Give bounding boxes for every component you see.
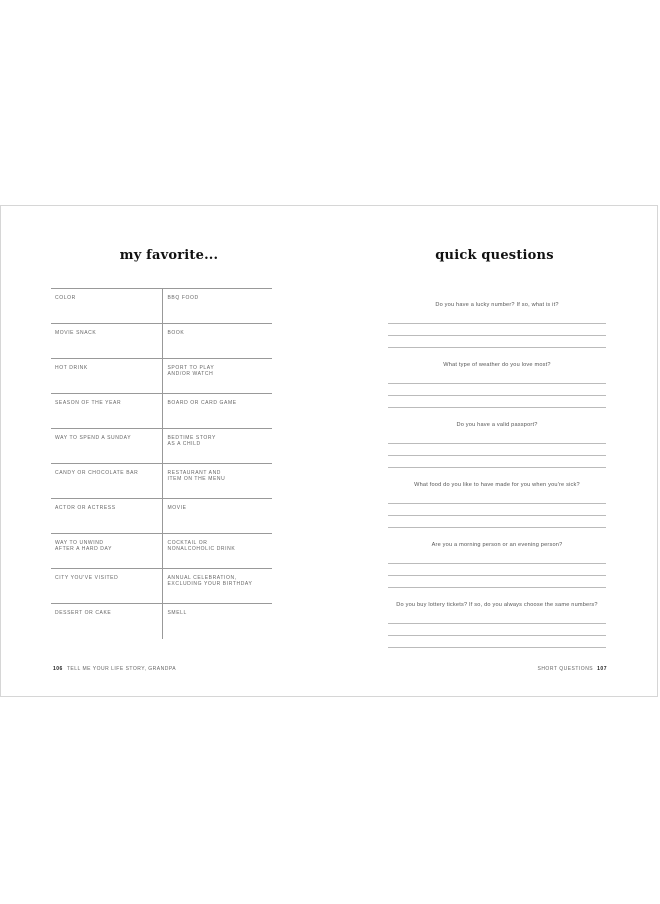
question-text: Do you buy lottery tickets? If so, do you always choose the same numbers?: [396, 602, 598, 608]
table-row: [51, 289, 272, 324]
favorite-label: ANNUAL CELEBRATION, EXCLUDING YOUR BIRTHDAY: [162, 569, 273, 603]
right-page: [330, 206, 659, 696]
page-number: 106: [53, 666, 63, 672]
section-title: SHORT QUESTIONS: [537, 666, 594, 672]
answer-line[interactable]: [388, 323, 606, 324]
favorite-label: SPORT TO PLAY AND/OR WATCH: [162, 359, 273, 393]
favorite-label: WAY TO UNWIND AFTER A HARD DAY: [55, 540, 113, 552]
favorite-label: BOOK: [162, 324, 273, 358]
page-footer-right: [537, 666, 607, 672]
answer-line[interactable]: [388, 467, 606, 468]
table-row: [51, 499, 272, 534]
answer-line[interactable]: [388, 527, 606, 528]
question-text: Are you a morning person or an evening person?: [431, 542, 563, 548]
favorite-label: BBQ FOOD: [162, 289, 273, 323]
answer-line[interactable]: [388, 623, 606, 624]
table-row: [51, 604, 272, 639]
table-row: [51, 359, 272, 394]
book-spread: [0, 205, 658, 697]
favorite-label: SEASON OF THE YEAR: [55, 400, 122, 406]
table-row: [51, 324, 272, 359]
table-row: [51, 429, 272, 464]
favorite-label: MOVIE SNACK: [55, 330, 97, 336]
favorite-label: WAY TO SPEND A SUNDAY: [55, 435, 132, 441]
left-page: [1, 206, 330, 696]
favorite-label: RESTAURANT AND ITEM ON THE MENU: [162, 464, 273, 498]
question-block: [388, 302, 606, 348]
question-text: Do you have a lucky number? If so, what is it?: [435, 302, 559, 308]
favorite-label: DESSERT OR CAKE: [55, 610, 112, 616]
book-title: TELL ME YOUR LIFE STORY, GRANDPA: [66, 666, 177, 672]
answer-line[interactable]: [388, 563, 606, 564]
page-title-questions: quick questions: [435, 248, 554, 263]
table-row: [51, 569, 272, 604]
favorite-label: HOT DRINK: [55, 365, 88, 371]
favorite-label: BEDTIME STORY AS A CHILD: [162, 429, 273, 463]
favorite-label: BOARD OR CARD GAME: [162, 394, 273, 428]
answer-line[interactable]: [388, 575, 606, 576]
favorite-label: CITY YOU'VE VISITED: [55, 575, 119, 581]
question-block: [388, 482, 606, 528]
answer-line[interactable]: [388, 443, 606, 444]
question-text: What food do you like to have made for you when you're sick?: [414, 482, 580, 488]
question-block: [388, 422, 606, 468]
table-row: [51, 534, 272, 569]
answer-line[interactable]: [388, 455, 606, 456]
answer-line[interactable]: [388, 383, 606, 384]
answer-line[interactable]: [388, 647, 606, 648]
favorite-label: COCKTAIL OR NONALCOHOLIC DRINK: [162, 534, 273, 568]
favorite-label: COLOR: [55, 295, 76, 301]
question-text: What type of weather do you love most?: [443, 362, 551, 368]
question-block: [388, 362, 606, 408]
page-title-favorites: my favorite...: [119, 248, 219, 263]
page-footer-left: [53, 666, 176, 672]
favorites-grid: [51, 288, 272, 639]
table-row: [51, 464, 272, 499]
page-number: 107: [597, 666, 607, 672]
favorite-label: CANDY OR CHOCOLATE BAR: [55, 470, 139, 476]
answer-line[interactable]: [388, 587, 606, 588]
question-text: Do you have a valid passport?: [456, 422, 538, 428]
answer-line[interactable]: [388, 407, 606, 408]
answer-line[interactable]: [388, 335, 606, 336]
answer-line[interactable]: [388, 347, 606, 348]
answer-line[interactable]: [388, 395, 606, 396]
favorite-label: MOVIE: [162, 499, 273, 533]
favorite-label: SMELL: [162, 604, 273, 639]
answer-line[interactable]: [388, 503, 606, 504]
question-block: [388, 542, 606, 588]
answer-line[interactable]: [388, 515, 606, 516]
favorite-label: ACTOR OR ACTRESS: [55, 505, 116, 511]
table-row: [51, 394, 272, 429]
question-block: [388, 602, 606, 648]
answer-line[interactable]: [388, 635, 606, 636]
